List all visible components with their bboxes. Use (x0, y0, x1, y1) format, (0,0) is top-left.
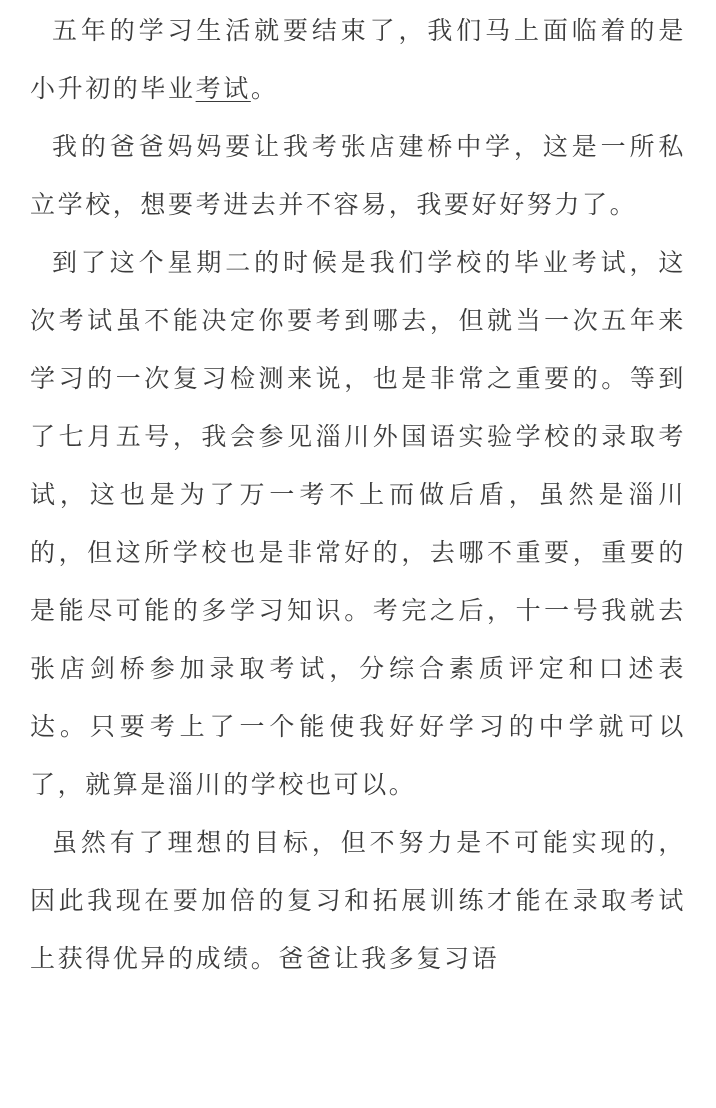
paragraph-intro (30, 2, 686, 118)
paragraph-intro-text: 五年的学习生活就要结束了，我们马上面临着的是小升初的毕业 (30, 16, 686, 103)
exam-keyword-link[interactable]: 考试 (195, 74, 251, 103)
paragraph-intro-end: 。 (250, 74, 279, 103)
paragraph-school-choice: 我的爸爸妈妈要让我考张店建桥中学，这是一所私立学校，想要考进去并不容易，我要好好努力了。 (30, 132, 686, 219)
paragraph-exam-schedule: 到了这个星期二的时候是我们学校的毕业考试，这次考试虽不能决定你要考到哪去，但就当一次五年来学习的一次复习检测来说，也是非常之重要的。等到了七月五号，我会参见淄川外国语实验学校的录取考试，这也是为了万一考不上而做后盾，虽然是淄川的，但这所学校也是非常好的，去哪不重要，重要的是能尽可能的多学习知识。考完之后，十一号我就去张店剑桥参加录取考试，分综合素质评定和口述表达。只要考上了一个能使我好好学习的中学就可以了，就算是淄川的学校也可以。 (30, 248, 686, 799)
paragraph-goal: 虽然有了理想的目标，但不努力是不可能实现的，因此我现在要加倍的复习和拓展训练才能在录取考试上获得优异的成绩。爸爸让我多复习语 (30, 828, 686, 973)
